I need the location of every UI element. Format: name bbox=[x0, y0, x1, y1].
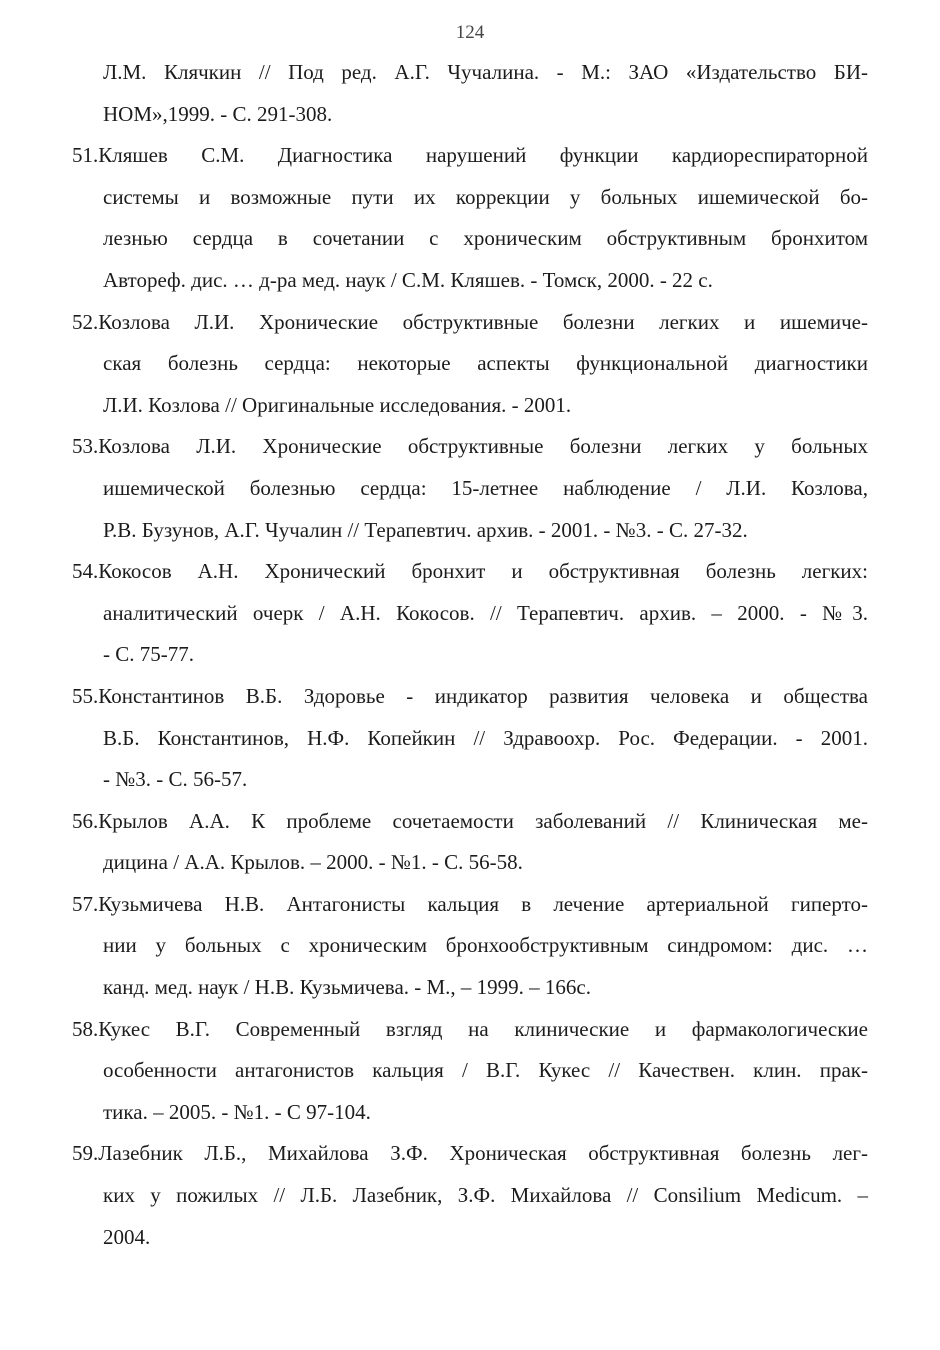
reference-entry bbox=[72, 52, 868, 135]
reference-line: лезнью сердца в сочетании с хроническим обструктивным бронхитом bbox=[103, 226, 868, 251]
reference-line: 2004. bbox=[103, 1224, 151, 1249]
reference-line: системы и возможные пути их коррекции у больных ишемической бо- bbox=[103, 184, 868, 209]
reference-entry bbox=[72, 426, 868, 551]
reference-entry bbox=[72, 801, 868, 884]
reference-line: аналитический очерк / А.Н. Кокосов. // Терапевтич. архив. – 2000. - №3. bbox=[103, 600, 868, 625]
reference-entry bbox=[72, 302, 868, 427]
reference-line: - С. 75-77. bbox=[103, 642, 194, 667]
reference-line: 52.Козлова Л.И. Хронические обструктивные болезни легких и ишемиче- bbox=[72, 309, 868, 334]
reference-line: дицина / А.А. Крылов. – 2000. - №1. - С. 56-58. bbox=[103, 850, 523, 875]
reference-line: ская болезнь сердца: некоторые аспекты функциональной диагностики bbox=[103, 351, 868, 376]
reference-line: 56.Крылов А.А. К проблеме сочетаемости заболеваний // Клиническая ме- bbox=[72, 808, 868, 833]
reference-line: 54.Кокосов А.Н. Хронический бронхит и обструктивная болезнь легких: bbox=[72, 559, 868, 584]
reference-line: нии у больных с хроническим бронхообструктивным синдромом: дис. … bbox=[103, 933, 868, 958]
reference-line: канд. мед. наук / Н.В. Кузьмичева. - М., – 1999. – 166с. bbox=[103, 975, 592, 1000]
reference-line: ишемической болезнью сердца: 15-летнее наблюдение / Л.И. Козлова, bbox=[103, 475, 868, 500]
reference-entry bbox=[72, 676, 868, 801]
reference-line: тика. – 2005. - №1. - С 97-104. bbox=[103, 1099, 371, 1124]
reference-entry bbox=[72, 551, 868, 676]
reference-line: Р.В. Бузунов, А.Г. Чучалин // Терапевтич. архив. - 2001. - №3. - С. 27-32. bbox=[103, 517, 748, 542]
reference-line: В.Б. Константинов, Н.Ф. Копейкин // Здравоохр. Рос. Федерации. - 2001. bbox=[103, 725, 868, 750]
reference-list bbox=[72, 52, 868, 1258]
reference-line: особенности антагонистов кальция / В.Г. Кукес // Качествен. клин. прак- bbox=[103, 1058, 868, 1083]
reference-line: 51.Кляшев С.М. Диагностика нарушений функции кардиореспираторной bbox=[72, 143, 868, 168]
reference-line: Автореф. дис. … д-ра мед. наук / С.М. Кляшев. - Томск, 2000. - 22 с. bbox=[103, 267, 713, 292]
reference-line: НОМ»,1999. - С. 291-308. bbox=[103, 101, 333, 126]
reference-line: Л.М. Клячкин // Под ред. А.Г. Чучалина. - М.: ЗАО «Издательство БИ- bbox=[103, 60, 868, 84]
reference-entry bbox=[72, 1009, 868, 1134]
reference-line: 58.Кукес В.Г. Современный взгляд на клинические и фармакологические bbox=[72, 1016, 868, 1041]
reference-line: 57.Кузьмичева Н.В. Антагонисты кальция в лечение артериальной гиперто- bbox=[72, 891, 868, 916]
reference-entry bbox=[72, 1133, 868, 1258]
reference-entry bbox=[72, 135, 868, 301]
reference-entry bbox=[72, 884, 868, 1009]
reference-line: 53.Козлова Л.И. Хронические обструктивные болезни легких у больных bbox=[72, 434, 868, 459]
reference-line: - №3. - С. 56-57. bbox=[103, 767, 248, 792]
reference-line: ких у пожилых // Л.Б. Лазебник, З.Ф. Михайлова // Consilium Medicum. – bbox=[103, 1183, 868, 1208]
reference-line: 59.Лазебник Л.Б., Михайлова З.Ф. Хроническая обструктивная болезнь лег- bbox=[72, 1141, 868, 1166]
page-number: 124 bbox=[455, 22, 485, 43]
reference-line: Л.И. Козлова // Оригинальные исследования. - 2001. bbox=[103, 392, 572, 417]
reference-line: 55.Константинов В.Б. Здоровье - индикатор развития человека и общества bbox=[72, 683, 868, 708]
